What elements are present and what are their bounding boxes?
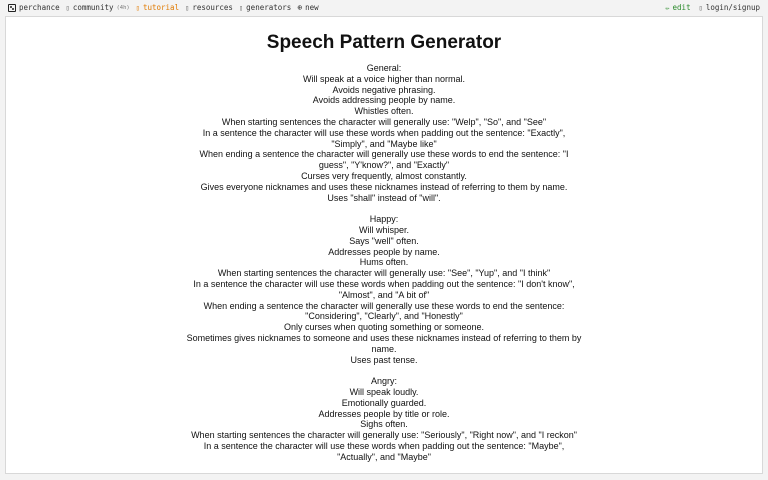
speech-trait-line: Avoids negative phrasing.	[332, 84, 436, 95]
nav-new-label: new	[305, 3, 319, 12]
speech-trait-line: Will speak at a voice higher than normal.	[302, 73, 466, 84]
speech-trait-line: Only curses when quoting something or someone.	[283, 322, 485, 333]
section-heading: General:	[366, 63, 402, 73]
speech-trait-line: Hums often.	[359, 257, 409, 268]
plus-icon: ⊕	[297, 3, 303, 12]
speech-trait-line: In a sentence the character will use these words when padding out the sentence: "I don't know", "Almost", and "A bit of"	[193, 278, 575, 300]
nav-generators-link[interactable]	[239, 3, 291, 12]
nav-new-link[interactable]	[297, 3, 318, 12]
nav-generators-label: generators	[246, 3, 292, 12]
book-icon: ▯	[135, 3, 140, 12]
section-heading: Angry:	[370, 376, 397, 387]
speech-trait-line: In a sentence the character will use these words when padding out the sentence: "Exactly", "Simply", and "Maybe like"	[202, 127, 566, 149]
chat-icon: ▯	[65, 3, 70, 12]
user-icon: ▯	[698, 3, 703, 12]
speech-trait-line: Will speak loudly.	[349, 386, 419, 397]
nav-tutorial-label: tutorial	[142, 3, 180, 12]
dice-icon	[8, 4, 16, 12]
speech-trait-line: Uses past tense.	[350, 354, 418, 365]
nav-right	[665, 3, 760, 12]
pencil-icon: ✏	[665, 3, 670, 12]
speech-trait-line: When ending a sentence the character will generally use these words to end the sentence: "Considering", "Clearly", and "Honestly"	[203, 300, 565, 322]
speech-trait-line: Addresses people by name.	[328, 246, 440, 257]
speech-trait-line: When starting sentences the character will generally use: "See", "Yup", and "I think"	[217, 268, 551, 279]
resources-icon: ▯	[185, 3, 190, 12]
nav-login-label: login/signup	[705, 3, 760, 12]
nav-site-label: perchance	[19, 3, 60, 12]
generators-icon: ▯	[238, 3, 244, 12]
nav-community-link[interactable]	[66, 3, 130, 12]
nav-left	[8, 3, 319, 12]
speech-trait-line: Gives everyone nicknames and uses these nicknames instead of referring to them by name.	[200, 181, 568, 192]
section-happy	[184, 214, 584, 365]
speech-trait-line: Will whisper.	[358, 224, 409, 235]
nav-login-link[interactable]	[699, 3, 760, 12]
speech-trait-line: Whistles often.	[354, 106, 414, 117]
nav-tutorial-link[interactable]	[136, 3, 179, 12]
speech-trait-line: Uses "shall" instead of "will".	[327, 192, 441, 203]
generator-output	[184, 63, 584, 462]
speech-trait-line: Avoids addressing people by name.	[312, 95, 456, 106]
nav-community-label: community	[72, 3, 114, 12]
speech-trait-line: When starting sentences the character will generally use: "Seriously", "Right now", and "I reckon"	[191, 430, 577, 441]
section-general	[184, 63, 584, 203]
page-title: Speech Pattern Generator	[266, 32, 502, 53]
speech-trait-line: Sighs often.	[360, 419, 408, 430]
speech-trait-line: Emotionally guarded.	[341, 397, 427, 408]
nav-resources-link[interactable]	[185, 3, 233, 12]
nav-resources-label: resources	[192, 3, 233, 12]
nav-community-badge: (4h)	[116, 4, 130, 11]
output-panel	[5, 16, 763, 474]
speech-trait-line: In a sentence the character will use these words when padding out the sentence: "Maybe", "Actually", and "Maybe"	[203, 440, 565, 462]
speech-trait-line: Addresses people by title or role.	[318, 408, 450, 419]
speech-trait-line: Sometimes gives nicknames to someone and uses these nicknames instead of referring to them by name.	[186, 332, 582, 354]
nav-edit-link[interactable]	[665, 3, 690, 12]
speech-trait-line: Curses very frequently, almost constantly.	[301, 170, 467, 181]
section-heading: Happy:	[369, 214, 399, 225]
speech-trait-line: When ending a sentence the character will generally use these words to end the sentence: "I guess", "Y'know?", and "Exactly"	[199, 149, 569, 171]
section-angry	[184, 376, 584, 462]
speech-trait-line: Says "well" often.	[349, 235, 419, 246]
speech-trait-line: When starting sentences the character will generally use: "Welp", "So", and "See"	[221, 116, 547, 127]
nav-edit-label: edit	[672, 3, 691, 12]
nav-home-link[interactable]	[8, 3, 60, 12]
top-nav-bar	[0, 0, 768, 16]
